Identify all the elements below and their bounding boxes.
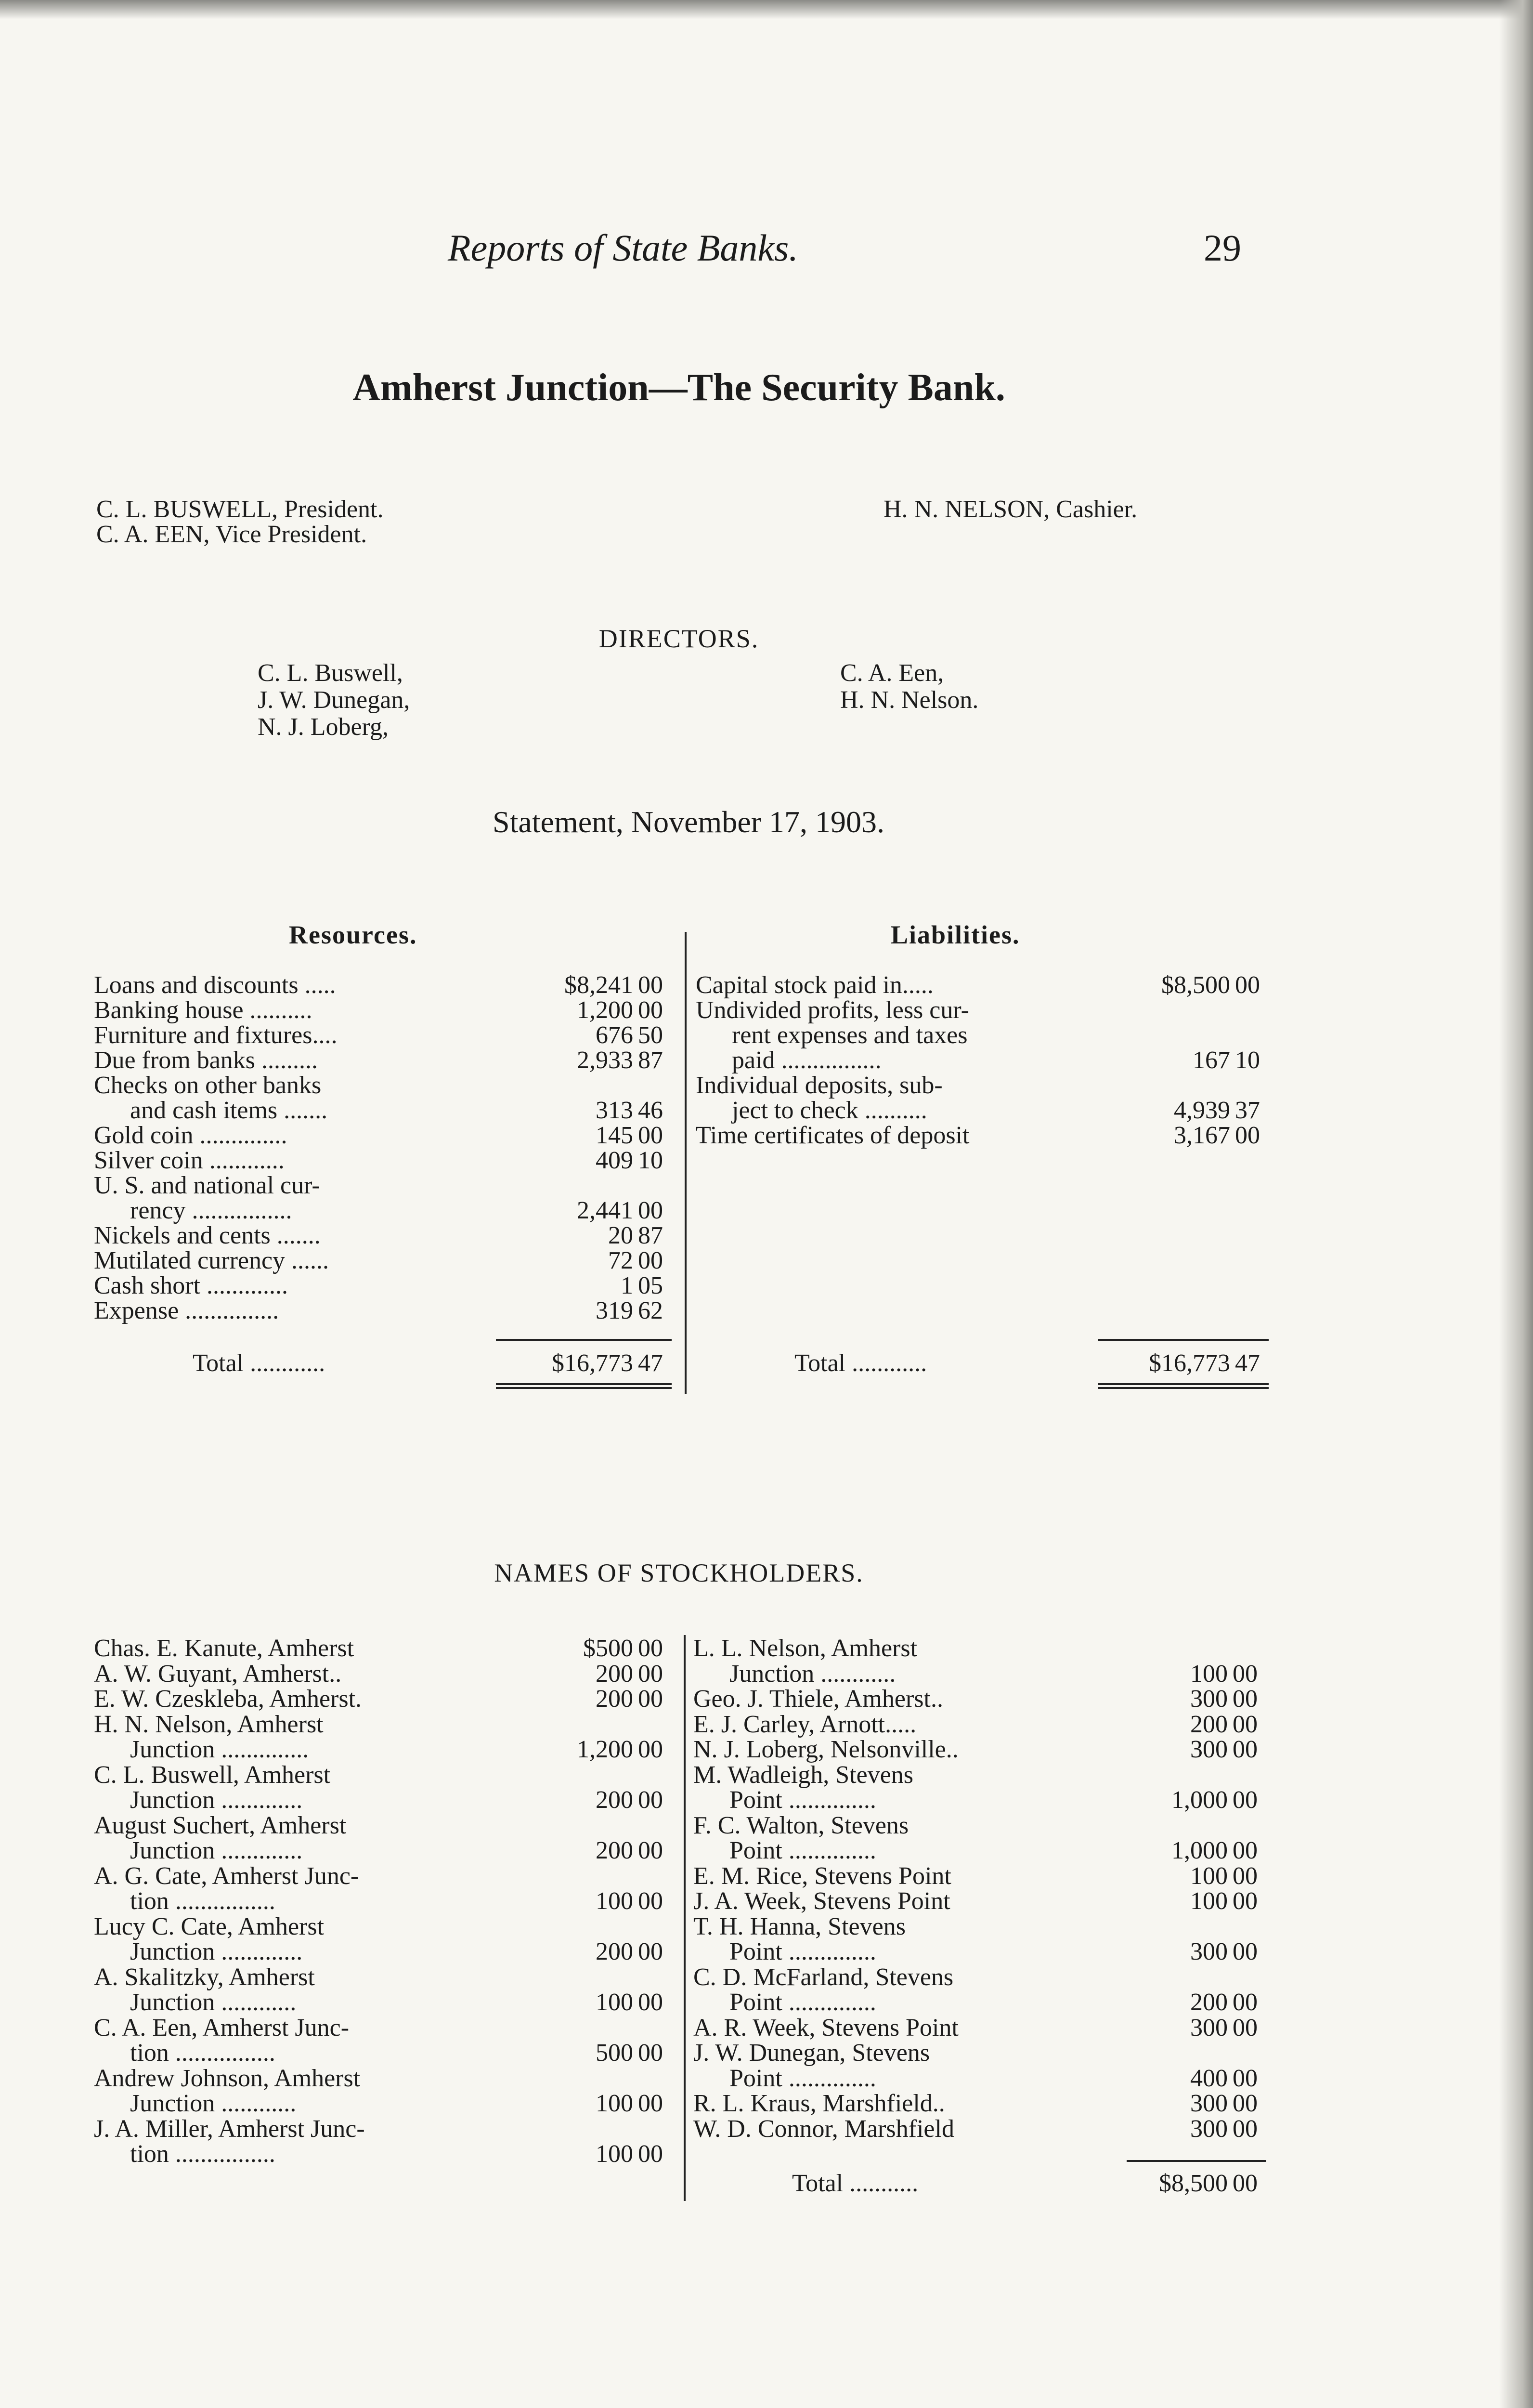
row-label: Point .............. — [729, 1938, 876, 1965]
row-dollars: 100 — [596, 1989, 633, 2016]
total-cents: 47 — [638, 1349, 663, 1377]
row-label: Mutilated currency ...... — [94, 1247, 329, 1274]
row-label: Gold coin .............. — [94, 1122, 287, 1149]
liabilities-row — [696, 1098, 1288, 1123]
row-cents: 00 — [638, 971, 663, 999]
liabilities-row — [696, 1073, 1288, 1098]
stockholder-row — [693, 2041, 1286, 2066]
total-dollars: $16,773 — [552, 1349, 633, 1377]
row-label: and cash items ....... — [130, 1097, 328, 1124]
row-cents: 50 — [638, 1021, 663, 1049]
liabilities-total-rule — [1098, 1339, 1269, 1341]
row-cents: 10 — [638, 1147, 663, 1174]
directors-right — [840, 660, 978, 714]
liabilities-total-row — [696, 1351, 1273, 1376]
stockholders-heading: NAMES OF STOCKHOLDERS. — [494, 1558, 864, 1587]
row-cents: 00 — [1233, 1736, 1258, 1763]
stockholder-row — [94, 2041, 686, 2066]
row-label: Chas. E. Kanute, Amherst — [94, 1635, 354, 1662]
row-cents: 00 — [638, 1989, 663, 2016]
row-label: E. J. Carley, Arnott..... — [693, 1710, 917, 1738]
stockholder-row — [94, 2015, 686, 2041]
stockholder-row — [94, 1763, 686, 1788]
stockholder-row — [94, 1965, 686, 1990]
stockholder-row — [693, 1737, 1286, 1762]
row-cents: 00 — [1233, 1938, 1258, 1965]
stockholder-row — [693, 1965, 1286, 1990]
resources-row — [94, 1173, 686, 1198]
stockholder-row — [94, 1838, 686, 1863]
row-dollars: 200 — [596, 1685, 633, 1713]
row-dollars: 200 — [596, 1660, 633, 1688]
row-label: M. Wadleigh, Stevens — [693, 1761, 914, 1789]
row-label: J. A. Miller, Amherst Junc- — [94, 2115, 365, 2143]
row-label: Junction .............. — [130, 1736, 309, 1763]
row-label: Junction ............. — [130, 1938, 303, 1965]
stockholder-row — [94, 2117, 686, 2142]
row-dollars: 1,000 — [1171, 1786, 1228, 1814]
statement-date: Statement, November 17, 1903. — [492, 805, 885, 839]
officer-president: C. L. BUSWELL, President. — [96, 496, 384, 523]
directors-left — [258, 660, 410, 741]
stockholder-row — [693, 2066, 1286, 2091]
row-label: Checks on other banks — [94, 1072, 322, 1099]
director-name: N. J. Loberg, — [258, 713, 389, 741]
row-cents: 87 — [638, 1222, 663, 1249]
row-cents: 00 — [638, 1122, 663, 1149]
stockholder-row — [693, 1636, 1286, 1661]
stockholder-row — [94, 1687, 686, 1712]
row-cents: 10 — [1235, 1047, 1260, 1074]
row-dollars: 72 — [608, 1247, 633, 1274]
stockholder-row — [94, 1889, 686, 1914]
row-dollars: 300 — [1190, 1736, 1228, 1763]
scan-edge-top — [0, 0, 1533, 19]
officer-vice-president: C. A. EEN, Vice President. — [96, 521, 367, 548]
row-dollars: 100 — [596, 1887, 633, 1915]
row-label: Nickels and cents ....... — [94, 1222, 321, 1249]
row-cents: 87 — [638, 1047, 663, 1074]
row-dollars: 4,939 — [1174, 1097, 1230, 1124]
row-label: C. A. Een, Amherst Junc- — [94, 2014, 350, 2042]
stockholder-row — [94, 1864, 686, 1889]
resources-row — [94, 1023, 686, 1048]
row-cents: 00 — [1233, 1685, 1258, 1713]
row-label: Andrew Johnson, Amherst — [94, 2064, 361, 2092]
resources-total-row — [96, 1351, 674, 1376]
liabilities-row — [696, 1123, 1288, 1148]
row-cents: 00 — [1233, 2090, 1258, 2117]
resources-row — [94, 1048, 686, 1073]
row-cents: 00 — [638, 1837, 663, 1864]
row-label: Furniture and fixtures.... — [94, 1021, 338, 1049]
stockholder-row — [693, 1889, 1286, 1914]
row-label: Silver coin ............ — [94, 1147, 285, 1174]
resources-row — [94, 973, 686, 998]
row-dollars: $8,241 — [564, 971, 633, 999]
stockholder-row — [94, 1914, 686, 1939]
stockholder-row — [94, 1990, 686, 2015]
total-label: Total ............ — [794, 1349, 927, 1377]
row-dollars: 200 — [596, 1938, 633, 1965]
stockholder-row — [94, 2142, 686, 2167]
row-cents: 00 — [1233, 1862, 1258, 1890]
row-dollars: 300 — [1190, 2014, 1228, 2042]
row-dollars: 1,000 — [1171, 1837, 1228, 1864]
total-cents: 00 — [1233, 2170, 1258, 2197]
liabilities-double-rule — [1098, 1383, 1269, 1389]
director-name: J. W. Dunegan, — [258, 686, 410, 714]
row-label: E. W. Czeskleba, Amherst. — [94, 1685, 362, 1713]
stockholders-total-rule — [1127, 2160, 1266, 2162]
director-name: C. L. Buswell, — [258, 659, 403, 687]
row-cents: 00 — [638, 996, 663, 1024]
stockholder-row — [94, 2066, 686, 2091]
row-label: Point .............. — [729, 2064, 876, 2092]
directors-heading: DIRECTORS. — [598, 624, 759, 653]
total-label: Total ............ — [193, 1349, 325, 1377]
running-title: Reports of State Banks. — [448, 227, 798, 269]
row-label: tion ................ — [130, 2140, 275, 2168]
row-label: A. R. Week, Stevens Point — [693, 2014, 959, 2042]
stockholder-row — [693, 2091, 1286, 2116]
row-label: Loans and discounts ..... — [94, 971, 336, 999]
row-dollars: 3,167 — [1174, 1122, 1230, 1149]
row-label: paid ................ — [732, 1047, 882, 1074]
row-dollars: 300 — [1190, 1938, 1228, 1965]
row-dollars: 167 — [1193, 1047, 1230, 1074]
row-cents: 00 — [638, 2090, 663, 2117]
row-label: A. G. Cate, Amherst Junc- — [94, 1862, 359, 1890]
row-cents: 00 — [638, 1887, 663, 1915]
row-cents: 00 — [638, 1938, 663, 1965]
row-cents: 00 — [638, 1197, 663, 1224]
resources-row — [94, 1073, 686, 1098]
row-dollars: 2,441 — [577, 1197, 633, 1224]
resources-row — [94, 1273, 686, 1298]
stockholder-row — [693, 1763, 1286, 1788]
resources-total-rule — [496, 1339, 672, 1341]
row-label: Junction ............. — [130, 1837, 303, 1864]
row-label: tion ................ — [130, 1887, 275, 1915]
row-cents: 00 — [638, 1685, 663, 1713]
row-cents: 00 — [1233, 2115, 1258, 2143]
row-label: A. W. Guyant, Amherst.. — [94, 1660, 342, 1688]
row-dollars: $500 — [583, 1635, 633, 1662]
row-dollars: 100 — [1190, 1660, 1228, 1688]
stockholder-row — [693, 1990, 1286, 2015]
row-label: Junction ............ — [130, 2090, 297, 2117]
bank-title: Amherst Junction—The Security Bank. — [352, 366, 1005, 409]
stockholder-row — [693, 1687, 1286, 1712]
row-dollars: 1,200 — [577, 996, 633, 1024]
officer-cashier: H. N. NELSON, Cashier. — [883, 496, 1138, 523]
row-label: E. M. Rice, Stevens Point — [693, 1862, 951, 1890]
row-cents: 00 — [638, 1786, 663, 1814]
stockholder-row — [94, 1939, 686, 1964]
row-dollars: 200 — [1190, 1710, 1228, 1738]
row-dollars: 676 — [596, 1021, 633, 1049]
stockholder-row — [94, 1737, 686, 1762]
row-label: Point .............. — [729, 1837, 876, 1864]
row-cents: 00 — [1235, 971, 1260, 999]
row-label: T. H. Hanna, Stevens — [693, 1912, 906, 1940]
scan-edge-right — [1499, 0, 1533, 2408]
row-label: Cash short ............. — [94, 1272, 288, 1299]
row-label: F. C. Walton, Stevens — [693, 1811, 909, 1839]
stockholder-row — [94, 2091, 686, 2116]
stockholder-row — [693, 2117, 1286, 2142]
row-label: rent expenses and taxes — [732, 1021, 968, 1049]
row-cents: 37 — [1235, 1097, 1260, 1124]
row-label: Due from banks ......... — [94, 1047, 318, 1074]
row-label: rency ................ — [130, 1197, 292, 1224]
row-dollars: 2,933 — [577, 1047, 633, 1074]
row-cents: 00 — [638, 1660, 663, 1688]
row-cents: 00 — [1233, 2014, 1258, 2042]
stockholder-row — [693, 1864, 1286, 1889]
row-dollars: 100 — [596, 2090, 633, 2117]
total-dollars: $8,500 — [1159, 2170, 1228, 2197]
row-label: Junction ............ — [729, 1660, 896, 1688]
stockholder-row — [693, 1662, 1286, 1687]
stockholder-row — [94, 1813, 686, 1838]
total-dollars: $16,773 — [1149, 1349, 1230, 1377]
liabilities-row — [696, 1023, 1288, 1048]
row-label: Capital stock paid in..... — [696, 971, 934, 999]
director-name: C. A. Een, — [840, 659, 944, 687]
liabilities-row — [696, 998, 1288, 1023]
stockholder-row — [693, 1788, 1286, 1813]
row-cents: 00 — [1233, 1660, 1258, 1688]
stockholder-row — [94, 1788, 686, 1813]
row-label: U. S. and national cur- — [94, 1172, 320, 1199]
row-cents: 00 — [1233, 1786, 1258, 1814]
row-label: Undivided profits, less cur- — [696, 996, 969, 1024]
row-label: Banking house .......... — [94, 996, 312, 1024]
director-name: H. N. Nelson. — [840, 686, 979, 714]
row-cents: 00 — [1233, 1887, 1258, 1915]
row-cents: 62 — [638, 1297, 663, 1324]
row-dollars: 20 — [608, 1222, 633, 1249]
row-dollars: 100 — [596, 2140, 633, 2168]
resources-row — [94, 1248, 686, 1273]
resources-double-rule — [496, 1383, 672, 1389]
row-dollars: 200 — [1190, 1989, 1228, 2016]
stockholder-row — [693, 1914, 1286, 1939]
row-dollars: 200 — [596, 1837, 633, 1864]
row-dollars: 145 — [596, 1122, 633, 1149]
resources-row — [94, 1098, 686, 1123]
row-cents: 05 — [638, 1272, 663, 1299]
stockholders-total-row — [693, 2171, 1271, 2196]
row-label: C. L. Buswell, Amherst — [94, 1761, 331, 1789]
row-label: Point .............. — [729, 1786, 876, 1814]
row-label: W. D. Connor, Marshfield — [693, 2115, 954, 2143]
page-number: 29 — [1204, 227, 1241, 269]
row-cents: 46 — [638, 1097, 663, 1124]
row-dollars: 300 — [1190, 2115, 1228, 2143]
row-label: tion ................ — [130, 2039, 275, 2067]
row-cents: 00 — [638, 1736, 663, 1763]
stockholder-row — [94, 1662, 686, 1687]
stockholder-row — [693, 1838, 1286, 1863]
liabilities-row — [696, 1048, 1288, 1073]
row-label: Geo. J. Thiele, Amherst.. — [693, 1685, 943, 1713]
row-cents: 00 — [1233, 1710, 1258, 1738]
row-label: J. A. Week, Stevens Point — [693, 1887, 950, 1915]
row-label: H. N. Nelson, Amherst — [94, 1710, 324, 1738]
row-dollars: 1 — [621, 1272, 633, 1299]
row-dollars: 500 — [596, 2039, 633, 2067]
row-label: Lucy C. Cate, Amherst — [94, 1912, 325, 1940]
row-cents: 00 — [1235, 1122, 1260, 1149]
row-label: Junction ............ — [130, 1989, 297, 2016]
row-label: Time certificates of deposit — [696, 1122, 970, 1149]
stockholder-row — [94, 1712, 686, 1737]
total-cents: 47 — [1235, 1349, 1260, 1377]
row-dollars: 300 — [1190, 2090, 1228, 2117]
stockholder-row — [693, 1712, 1286, 1737]
row-cents: 00 — [638, 1635, 663, 1662]
row-dollars: 200 — [596, 1786, 633, 1814]
row-dollars: 319 — [596, 1297, 633, 1324]
row-dollars: 400 — [1190, 2064, 1228, 2092]
row-label: L. L. Nelson, Amherst — [693, 1635, 918, 1662]
row-dollars: 100 — [1190, 1887, 1228, 1915]
row-cents: 00 — [638, 2140, 663, 2168]
row-label: J. W. Dunegan, Stevens — [693, 2039, 930, 2067]
row-cents: 00 — [1233, 2064, 1258, 2092]
row-dollars: $8,500 — [1161, 971, 1230, 999]
resources-row — [94, 1198, 686, 1223]
row-dollars: 1,200 — [577, 1736, 633, 1763]
total-label: Total ........... — [792, 2170, 919, 2197]
row-label: N. J. Loberg, Nelsonville.. — [693, 1736, 959, 1763]
row-cents: 00 — [1233, 1989, 1258, 2016]
liabilities-heading: Liabilities. — [891, 920, 1020, 949]
row-label: ject to check .......... — [732, 1097, 927, 1124]
row-label: August Suchert, Amherst — [94, 1811, 347, 1839]
resources-heading: Resources. — [289, 920, 417, 949]
resources-row — [94, 1298, 686, 1323]
stockholder-row — [94, 1636, 686, 1661]
row-label: C. D. McFarland, Stevens — [693, 1963, 954, 1991]
row-dollars: 409 — [596, 1147, 633, 1174]
stockholder-row — [693, 1939, 1286, 1964]
row-dollars: 300 — [1190, 1685, 1228, 1713]
row-label: R. L. Kraus, Marshfield.. — [693, 2090, 945, 2117]
resources-row — [94, 998, 686, 1023]
row-cents: 00 — [638, 2039, 663, 2067]
resources-row — [94, 1223, 686, 1248]
row-label: A. Skalitzky, Amherst — [94, 1963, 315, 1991]
resources-row — [94, 1148, 686, 1173]
row-dollars: 100 — [1190, 1862, 1228, 1890]
row-dollars: 313 — [596, 1097, 633, 1124]
row-label: Point .............. — [729, 1989, 876, 2016]
row-label: Expense ............... — [94, 1297, 279, 1324]
resources-row — [94, 1123, 686, 1148]
row-cents: 00 — [638, 1247, 663, 1274]
liabilities-row — [696, 973, 1288, 998]
row-label: Individual deposits, sub- — [696, 1072, 943, 1099]
row-cents: 00 — [1233, 1837, 1258, 1864]
stockholder-row — [693, 2015, 1286, 2041]
row-label: Junction ............. — [130, 1786, 303, 1814]
stockholder-row — [693, 1813, 1286, 1838]
